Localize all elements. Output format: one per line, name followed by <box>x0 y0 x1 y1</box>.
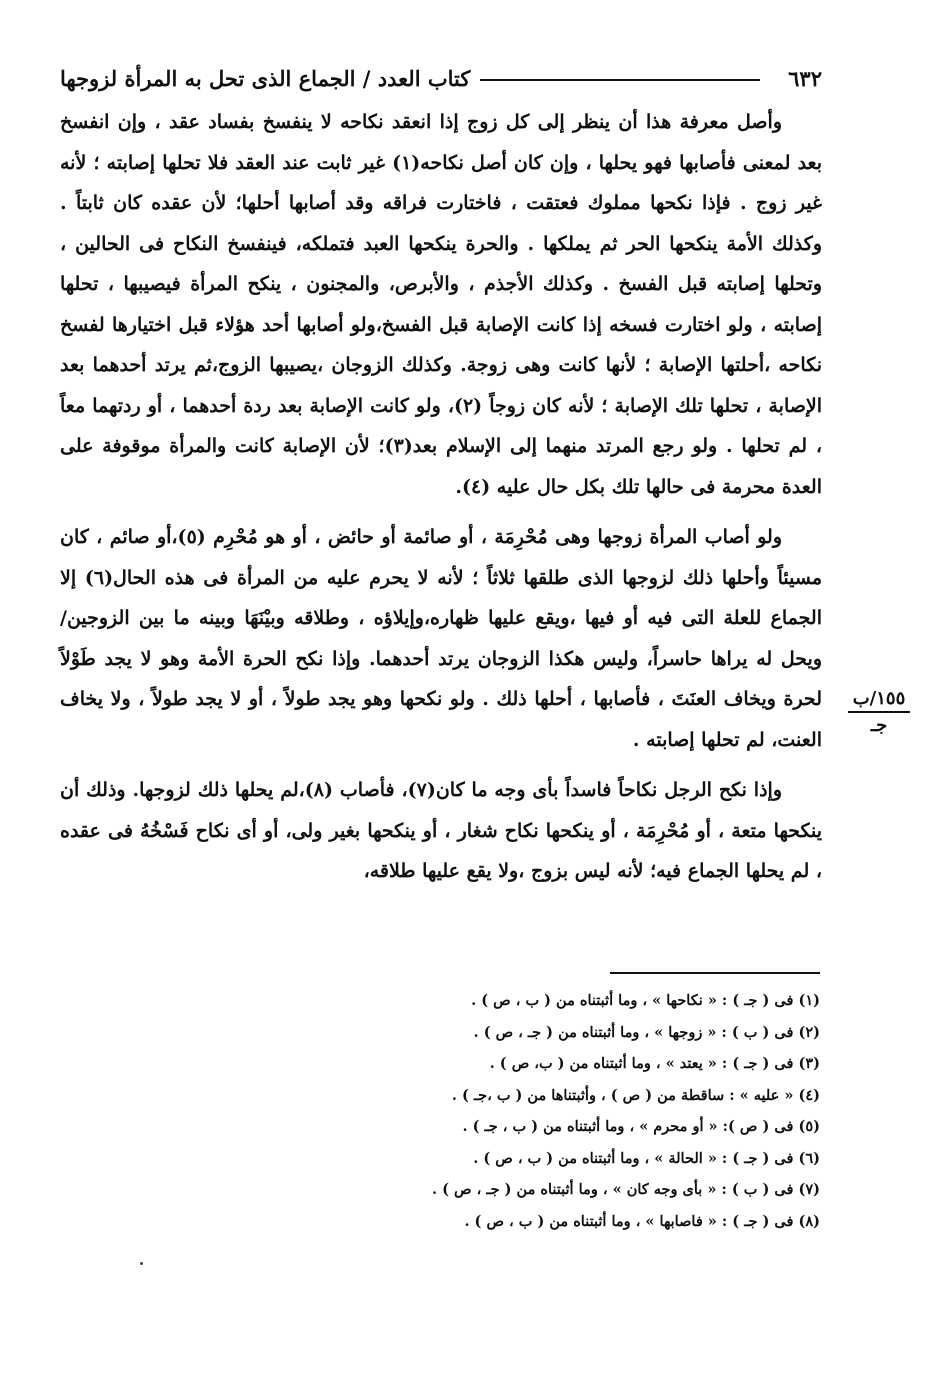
footnote-separator <box>610 972 820 974</box>
footnote: (٧) فى ( ب ) : « بأى وجه كان » ، وما أثبتناه من ( جـ ، ص ) . <box>432 1181 820 1198</box>
main-text <box>60 102 822 902</box>
footnote: (١) فى ( جـ ) : « نكاحها » ، وما أثبتناه من ( ب ، ص ) . <box>471 992 820 1009</box>
paragraph: وأصل معرفة هذا أن ينظر إلى كل زوج إذا انعقد نكاحه لا ينفسخ بفساد عقد ، وإن انفسخ بعد لمعنى فأصابها فهو يحلها ، وإن كان أصل نكاحه(١) غير ثابت عند العقد فلا تحلها إصابته ؛ لأنه غير زوج . فإذا نكحها مملوك فعتقت ، فاختارت فراقه وقد أصابها أحلها؛ لأن عقده كان ثابتاً . وكذلك الأمة ينكحها الحر ثم يملكها . والحرة ينكحها العبد فتملكه، فينفسخ النكاح فى الحالين ، وتحلها إصابته قبل الفسخ . وكذلك الأجذم ، والأبرص، والمجنون ، ينكح المرأة فيصيبها ، تحلها إصابته ، ولو اختارت فسخه إذا كانت الإصابة قبل الفسخ،ولو أصابها أحد هؤلاء قبل اختيارها لفسخ نكاحه ،أحلتها الإصابة ؛ لأنها كانت وهى زوجة. وكذلك الزوجان ،يصيبها الزوج،ثم يرتد أحدهما بعد الإصابة ، تحلها تلك الإصابة ؛ لأنه كان زوجاً (٢)، ولو كانت الإصابة بعد ردة أحدهما ، أو ردتهما معاً ، لم تحلها . ولو رجع المرتد منهما إلى الإسلام بعد(٣)؛ لأن الإصابة كانت والمرأة موقوفة على العدة محرمة فى حالها تلك بكل حال عليه (٤). <box>60 111 822 498</box>
paragraph: ولو أصاب المرأة زوجها وهى مُحْرِمَة ، أو صائمة أو حائض ، أو هو مُحْرِم (٥)،أو صائم ، كان مسيئاً وأحلها ذلك لزوجها الذى طلقها ثلاثاً ؛ لأنه لا يحرم عليه من المرأة فى هذه الحال(٦) إلا الجماع للعلة التى فيه أو فيها ،ويقع عليها ظهاره،وإيلاؤه ، وطلاقه وبيْنَهَا وبينه ما بين الزوجين/ ويحل له يراها حاسراً، وليس هكذا الزوجان يرتد أحدهما. وإذا نكح الحرة الأمة وهو لا يجد طَوْلاً لحرة ويخاف العنَتَ ، فأصابها ، أحلها ذلك . ولو نكحها وهو يجد طولاً ، أو لا يجد طولاً ، ولا يخاف العنت، لم تحلها إصابته . <box>60 526 822 751</box>
header-rule <box>480 79 760 81</box>
scan-speck <box>140 1262 143 1265</box>
manuscript-folio-note <box>848 688 910 736</box>
page-number: ٦٣٢ <box>788 65 822 91</box>
footnotes <box>380 985 820 1237</box>
header-title: كتاب العدد / الجماع الذى تحل به المرأة لزوجها <box>60 65 471 91</box>
folio-rule <box>848 711 910 713</box>
footnote: (٥) فى ( ص ): « أو محرم » ، وما أثبتناه من ( ب ، جـ ) . <box>462 1118 820 1135</box>
folio-number: ١٥٥/ب <box>852 688 906 709</box>
footnote: (٤) « عليه » : ساقطة من ( ص ) ، وأثبتناها من ( ب ،جـ ) . <box>451 1086 820 1104</box>
manuscript-letter: جـ <box>870 715 888 736</box>
footnote: (٢) فى ( ب ) : « زوجها » ، وما أثبتناه من ( جـ ، ص ) . <box>473 1023 820 1041</box>
running-header <box>60 58 822 98</box>
footnote: (٣) فى ( جـ ) : « يعتد » ، وما أثبتناه من ( ب، ص ) . <box>489 1055 820 1072</box>
paragraph: وإذا نكح الرجل نكاحاً فاسداً بأى وجه ما كان(٧)، فأصاب (٨)،لم يحلها ذلك لزوجها. وذلك أن ينكحها متعة ، أو مُحْرِمَة ، أو ينكحها نكاح شغار ، أو ينكحها بغير ولى، أو أى نكاح فَسْخُهُ فى عقده ، لم يحلها الجماع فيه؛ لأنه ليس بزوج ،ولا يقع عليها طلاقه، <box>60 779 822 882</box>
footnote: (٦) فى ( جـ ) : « الحالة » ، وما أثبتناه من ( ب ، ص ) . <box>473 1149 820 1167</box>
footnote: (٨) فى ( جـ ) : « فاصابها » ، وما أثبتناه من ( ب ، ص ) . <box>464 1212 820 1230</box>
